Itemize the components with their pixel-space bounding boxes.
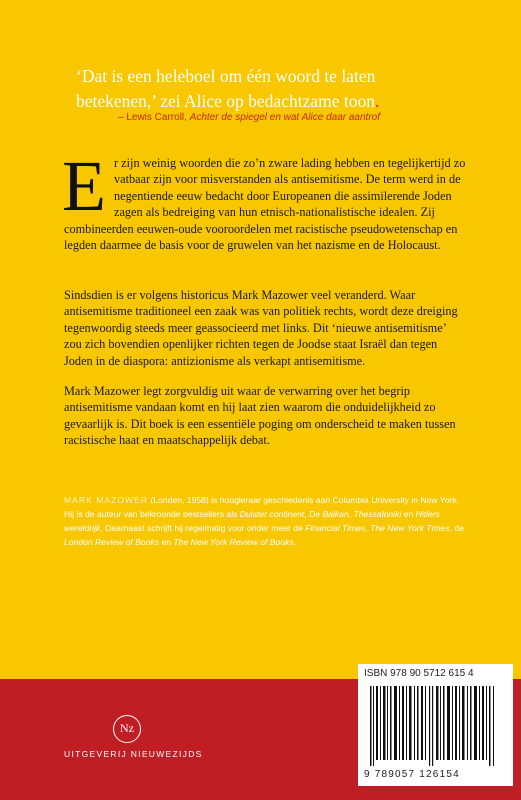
quote-dot: .: [374, 91, 380, 111]
publication-title: The New York Review of Books: [173, 537, 294, 547]
drop-cap: E: [62, 146, 106, 226]
author-bio: [64, 493, 464, 549]
isbn-label: ISBN 978 90 5712 615 4: [364, 668, 474, 679]
book-title: Thessaloniki: [353, 509, 402, 519]
bio-text: ,: [304, 509, 310, 519]
publication-title: Financial Times: [305, 523, 366, 533]
barcode-icon: [368, 686, 503, 766]
quote-attribution: [118, 112, 518, 123]
book-title: Duister continent: [239, 509, 305, 519]
blurb-paragraph-2: Sindsdien is er volgens historicus Mark Mazower veel veranderd. Waar antisemitisme traditioneel een zaak was van politiek rechts, wordt deze dreiging tegenwoordig steeds meer geassocieerd met links. Dit ‘nieuwe antisemitisme’ zou zich bovendien openlijker richten tegen de Joodse staat Israël dan tegen Joden in de diaspora: antizionisme als verkapt antisemitisme.: [64, 288, 458, 368]
publication-title: The New York Times: [370, 523, 450, 533]
bio-text: en: [159, 537, 174, 547]
bio-text: .: [293, 537, 297, 547]
publication-title: London Review of Books: [64, 537, 160, 547]
blurb-paragraph-1: [62, 146, 466, 253]
attribution-author: – Lewis Carroll,: [118, 112, 190, 123]
bio-text: (Londen, 1958) is hoogleraar geschiedenis aan Columbia University in New York. Hij is de auteur van bekroonde bestsellers als: [64, 495, 460, 519]
attribution-title: Achter de spiegel en wat Alice daar aantrof: [189, 112, 381, 123]
bio-text: ,: [365, 523, 371, 533]
quote-line-2: betekenen,’ zei Alice op bedachtzame toon: [76, 91, 375, 111]
bio-text: . Daarnaast schrijft hij regelmatig voor onder meer de: [100, 523, 306, 533]
book-title: De Balkan: [309, 509, 349, 519]
isbn-barcode-box: [358, 664, 513, 786]
paragraph-1-text: r zijn weinig woorden die zo’n zware lading hebben en tegelijkertijd zo vatbaar zijn voor misverstanden als antisemitisme. De term werd in de negentiende eeuw bedacht door Europeanen die assimilerende Joden zagen als bedreiging van hun etnisch-nationalistische idealen. Zij combineerden eeuwen-oude vooroordelen met racistische pseudowetenschap en legden daarmee de basis voor de gruwelen van het nazisme en de Holocaust.: [64, 156, 466, 253]
author-name: MARK MAZOWER: [64, 495, 149, 505]
blurb-paragraph-3: Mark Mazower legt zorgvuldig uit waar de verwarring over het begrip antisemitisme vandaan komt en hij laat zien waarom die onduidelijkheid zo gevaarlijk is. Dit boek is een essentiële poging om onderscheid te maken tussen racistische haat en maatschappelijk debat.: [64, 384, 456, 448]
bio-text: en: [401, 509, 416, 519]
epigraph-quote: [76, 64, 496, 114]
bio-text: , de: [449, 523, 464, 533]
quote-line-1: ‘Dat is een heleboel om één woord te laten: [76, 66, 376, 86]
publisher-logo: Nz: [113, 715, 141, 743]
bio-text: ,: [348, 509, 354, 519]
book-title: Hitlers wereldrijk: [64, 509, 440, 533]
barcode-digits: 9 789057 126154: [364, 769, 460, 780]
publisher-name: UITGEVERIJ NIEUWEZIJDS: [64, 749, 203, 759]
